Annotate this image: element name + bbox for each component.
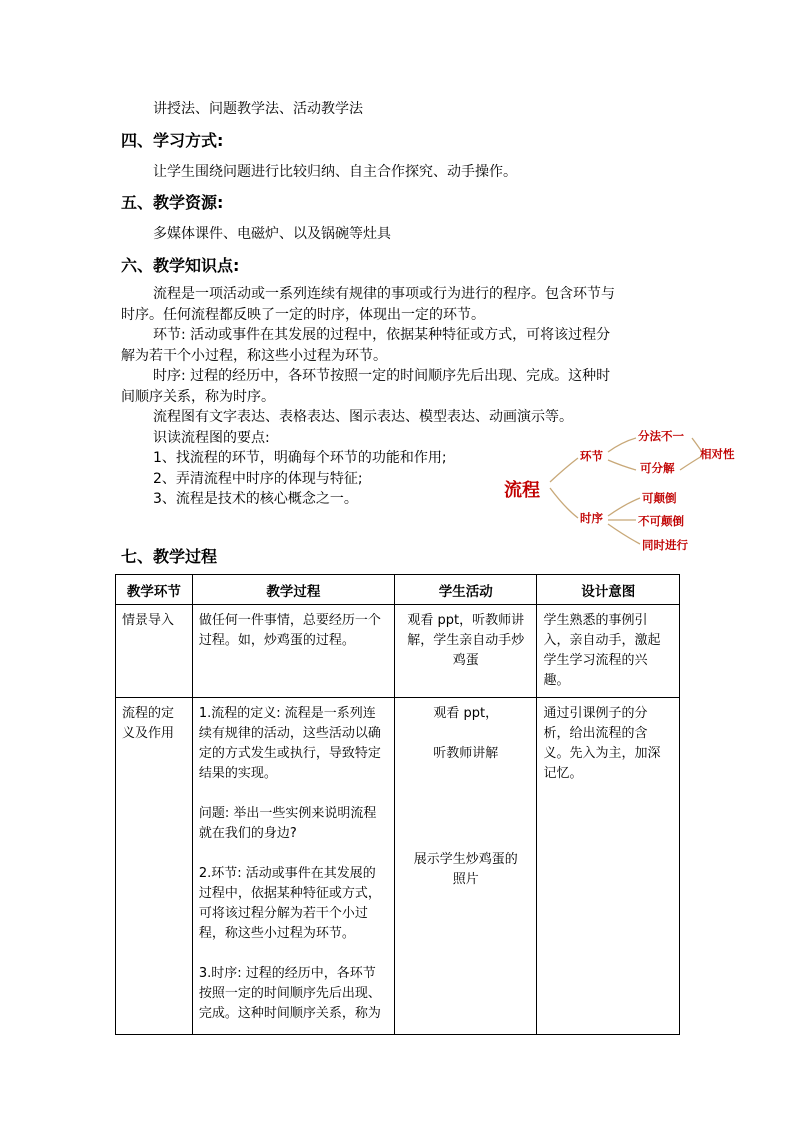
p2-line1 bbox=[121, 325, 681, 346]
teaching-methods-line: 讲授法、问题教学法、活动教学法 bbox=[153, 101, 363, 117]
row2-activity-3: 展示学生炒鸡蛋的照片 bbox=[413, 852, 518, 887]
row1-process: 做任何一件事情，总要经历一个过程。如，炒鸡蛋的过程。 bbox=[192, 605, 394, 698]
table-row bbox=[116, 698, 680, 1035]
p5-text: 识读流程图的要点: bbox=[153, 429, 270, 446]
section-6-title: 六、教学知识点: bbox=[121, 256, 240, 275]
p3a-text: 时序: 过程的经历中，各环节按照一定的时间顺序先后出现、完成。这种时 bbox=[153, 368, 611, 384]
row2-process bbox=[192, 698, 394, 1035]
lesson-process-table bbox=[115, 574, 680, 1035]
connector-root-link bbox=[550, 458, 578, 482]
p2a-text: 环节: 活动或事件在其发展的过程中，依据某种特征或方式，可将该过程分 bbox=[153, 327, 611, 343]
row2-process-p2: 问题: 举出一些实例来说明流程就在我们的身边? bbox=[198, 806, 377, 841]
row1-stage: 情景导入 bbox=[116, 605, 193, 698]
p1-line2: 时序。任何流程都反映了一定的时序，体现出一定的环节。 bbox=[121, 306, 485, 323]
section-4-body: 让学生围绕问题进行比较归纳、自主合作探究、动手操作。 bbox=[153, 164, 517, 180]
mindmap-seq-node: 时序 bbox=[580, 511, 603, 525]
row2-stage: 流程的定义及作用 bbox=[116, 698, 193, 1035]
header-process: 教学过程 bbox=[192, 575, 394, 605]
p4-text: 流程图有文字表达、表格表达、图示表达、模型表达、动画演示等。 bbox=[153, 409, 573, 425]
section-5-title: 五、教学资源: bbox=[121, 193, 224, 212]
table-header-row bbox=[116, 575, 680, 605]
p1a-text: 流程是一项活动或一系列连续有规律的事项或行为进行的程序。包含环节与 bbox=[153, 286, 615, 302]
row1-activity: 观看 ppt，听教师讲解，学生亲自动手炒鸡蛋 bbox=[394, 605, 537, 698]
row2-intent: 通过引课例子的分析，给出流程的含义。先入为主，加深记忆。 bbox=[537, 698, 680, 1035]
connector-seq-c bbox=[608, 524, 640, 544]
connector-link-a bbox=[608, 438, 636, 452]
table-row bbox=[116, 605, 680, 698]
mindmap-link-b-node: 可分解 bbox=[640, 461, 675, 475]
row1-intent: 学生熟悉的事例引入，亲自动手，激起学生学习流程的兴趣。 bbox=[537, 605, 680, 698]
mindmap-seq-c-node: 同时进行 bbox=[642, 538, 688, 552]
connector-seq-a bbox=[608, 498, 640, 516]
p3-line2: 间顺序关系，称为时序。 bbox=[121, 388, 275, 405]
section-7-title: 七、教学过程 bbox=[121, 547, 218, 566]
flow-mindmap bbox=[500, 420, 760, 560]
section-5-body: 多媒体课件、电磁炉、以及锅碗等灶具 bbox=[153, 226, 391, 242]
row2-process-p4: 3.时序: 过程的经历中，各环节按照一定的时间顺序先后出现、完成。这种时间顺序关系，称为 bbox=[198, 966, 381, 1021]
row2-activity-1: 观看 ppt， bbox=[433, 706, 499, 721]
row2-activity bbox=[394, 698, 537, 1035]
p3-line1 bbox=[121, 366, 681, 387]
mindmap-link-a-node: 分法不一 bbox=[638, 429, 684, 443]
section-4-title: 四、学习方式: bbox=[121, 131, 224, 150]
header-intent: 设计意图 bbox=[537, 575, 680, 605]
item2-text: 2、弄清流程中时序的体现与特征; bbox=[153, 470, 363, 487]
row2-process-p1: 1.流程的定义: 流程是一系列连续有规律的活动，这些活动以确定的方式发生或执行，导致特定结果的实现。 bbox=[198, 706, 381, 781]
header-activity: 学生活动 bbox=[394, 575, 537, 605]
header-stage: 教学环节 bbox=[116, 575, 193, 605]
mindmap-link-node: 环节 bbox=[580, 449, 603, 463]
mindmap-seq-a-node: 可颠倒 bbox=[642, 491, 677, 505]
item1-text: 1、找流程的环节，明确每个环节的功能和作用; bbox=[153, 450, 447, 466]
item3-text: 3、流程是技术的核心概念之一。 bbox=[153, 491, 358, 507]
p2-line2: 解为若干个小过程，称这些小过程为环节。 bbox=[121, 347, 387, 364]
row2-activity-2: 听教师讲解 bbox=[433, 746, 499, 761]
connector-b-c bbox=[680, 456, 702, 470]
mindmap-seq-b-node: 不可颠倒 bbox=[638, 514, 684, 528]
connector-link-b bbox=[608, 460, 636, 470]
mindmap-root-node: 流程 bbox=[504, 480, 540, 501]
connector-root-seq bbox=[550, 488, 578, 518]
mindmap-link-c-node: 相对性 bbox=[700, 447, 735, 461]
p1-line1 bbox=[121, 284, 681, 305]
row2-process-p3: 2.环节: 活动或事件在其发展的过程中，依据某种特征或方式，可将该过程分解为若干个小过程，称这些小过程为环节。 bbox=[198, 866, 381, 941]
